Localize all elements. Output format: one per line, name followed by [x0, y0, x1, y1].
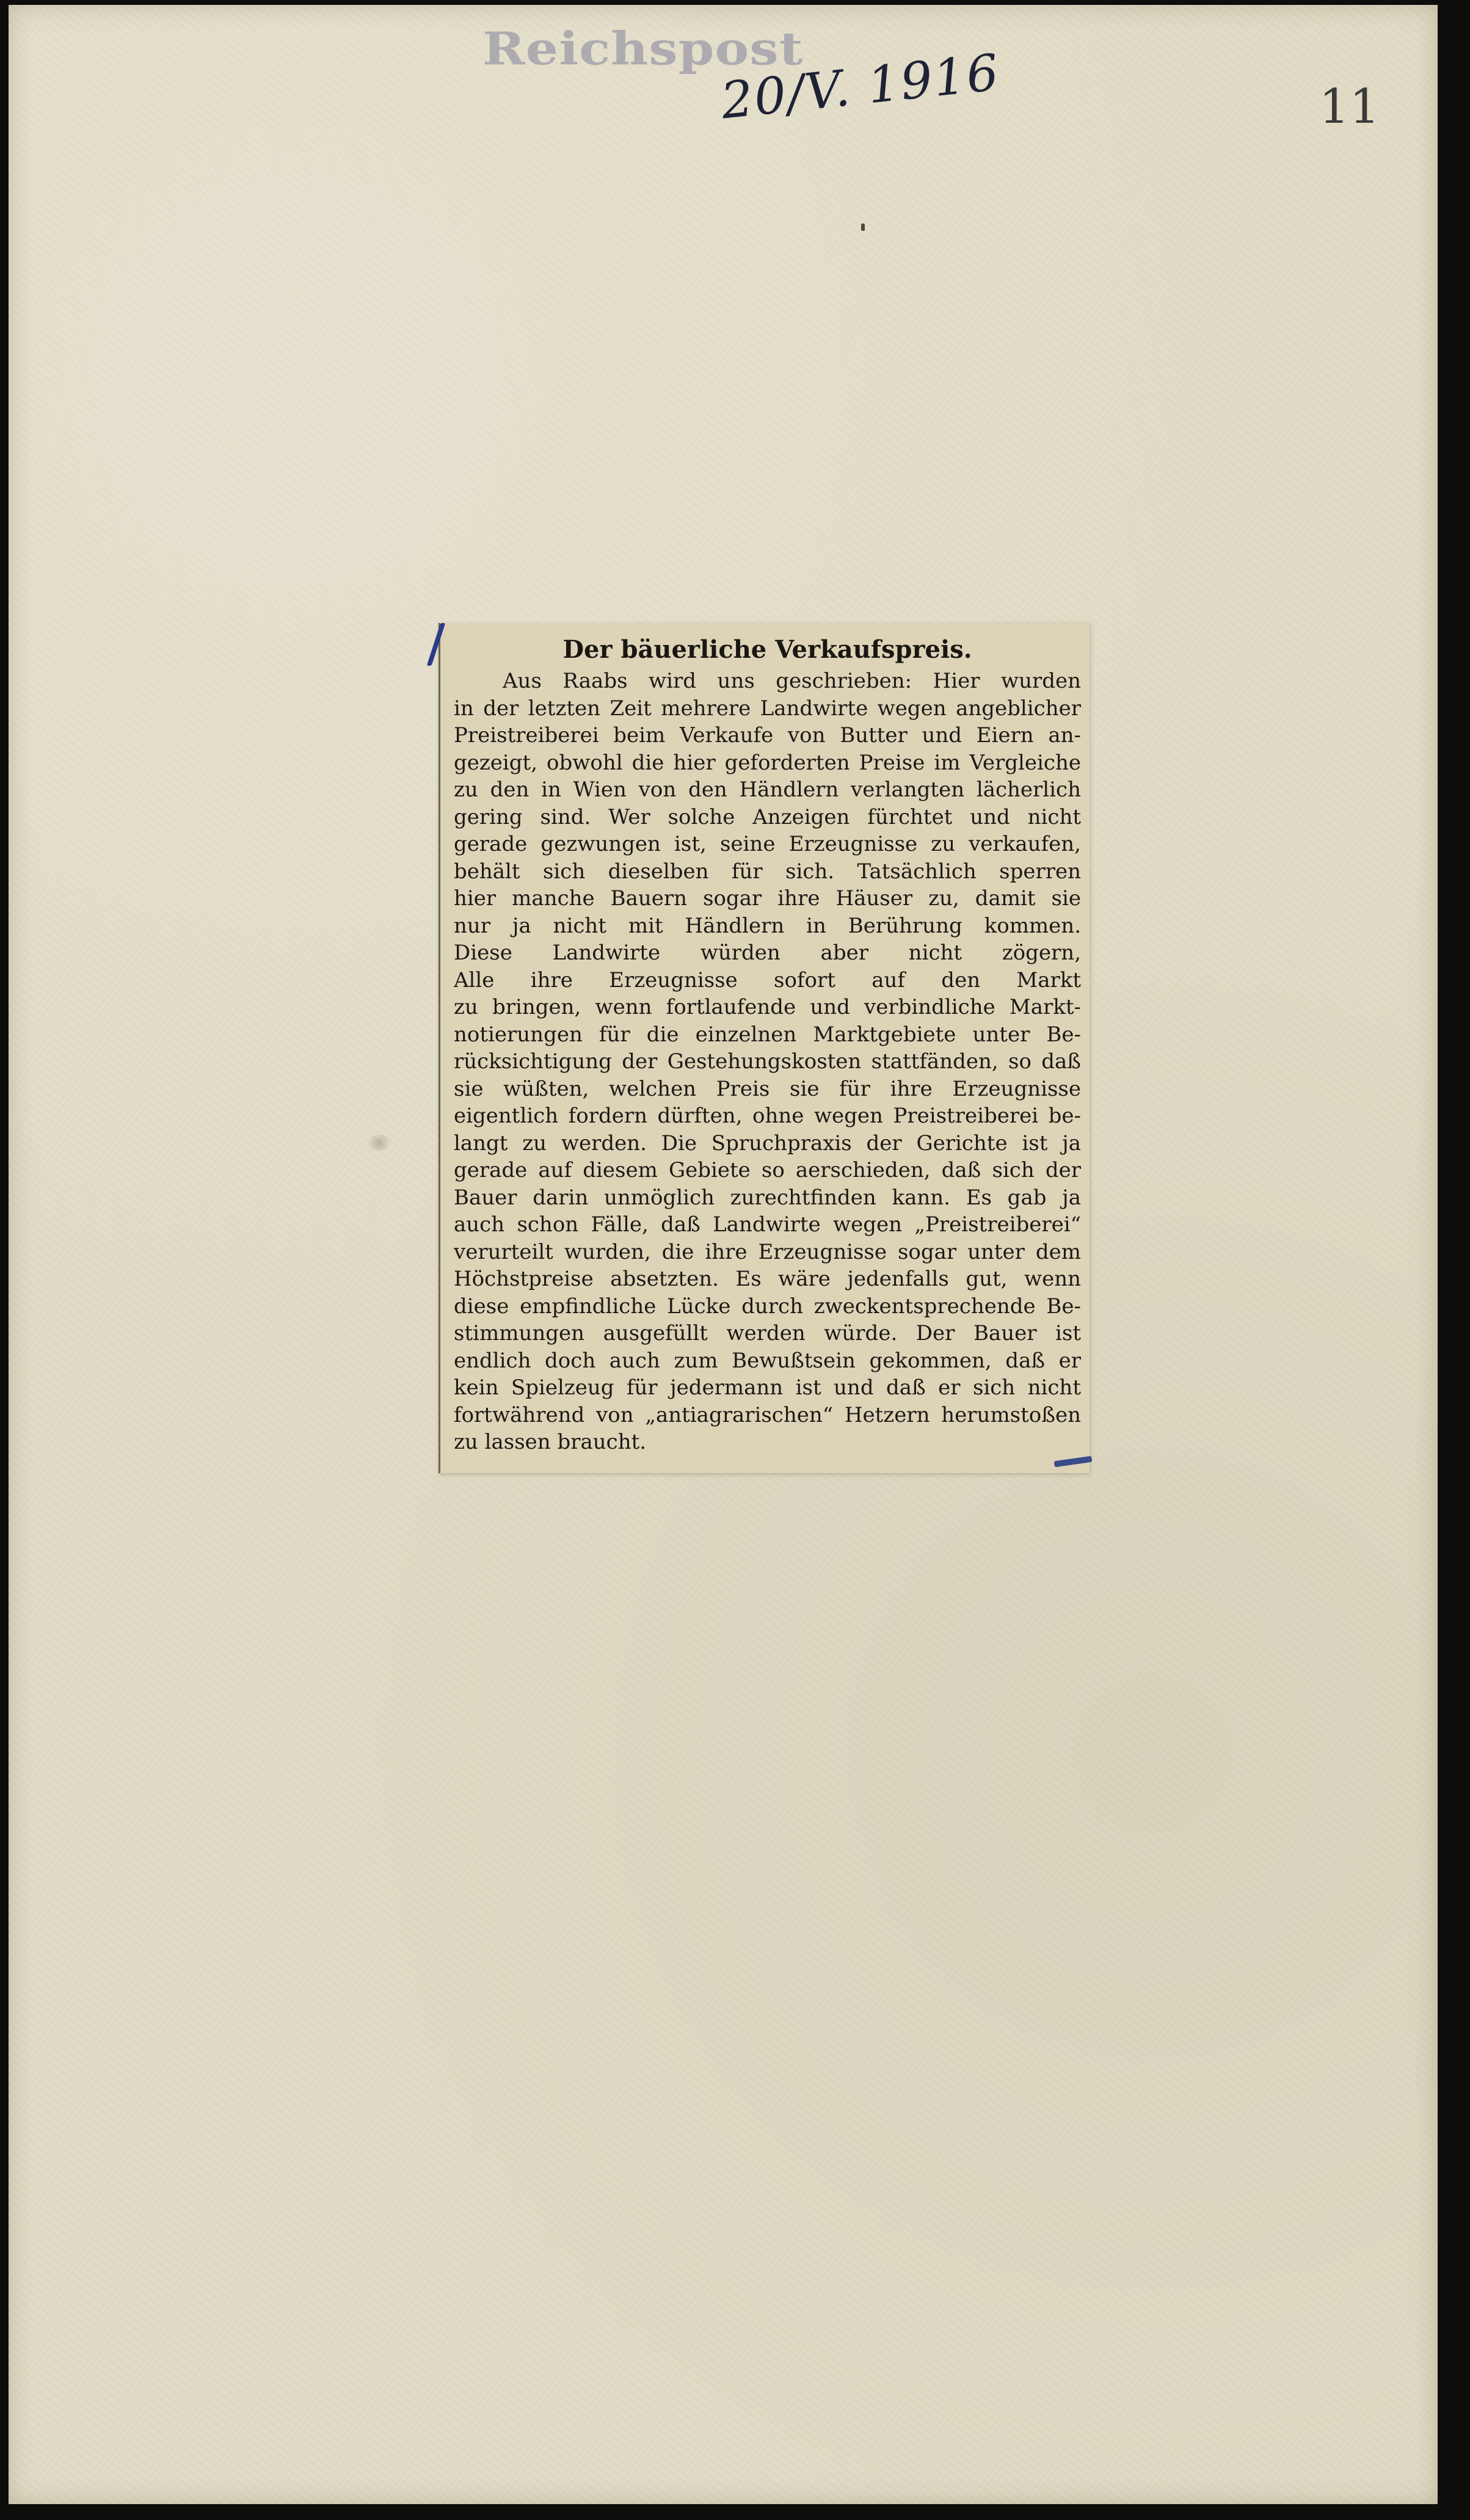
page-number: 11: [1319, 79, 1380, 134]
article-line: Aus Raabs wird uns geschrieben: Hier wurden: [503, 669, 1081, 693]
article-line: langt zu werden. Die Spruchpraxis der Gerichte ist ja: [454, 1131, 1081, 1156]
article-line: endlich doch auch zum Bewußtsein gekommen, daß er: [454, 1348, 1081, 1373]
article-line: gerade auf diesem Gebiete so aerschieden, daß sich der: [454, 1158, 1081, 1182]
article-line: gerade gezwungen ist, seine Erzeugnisse zu verkaufen,: [454, 832, 1081, 856]
article-line: zu den in Wien von den Händlern verlangten lächerlich: [454, 777, 1081, 802]
article-line: Höchstpreise absetzten. Es wäre jedenfalls gut, wenn: [454, 1267, 1081, 1291]
article-line: in der letzten Zeit mehrere Landwirte wegen angeblicher: [454, 696, 1081, 721]
article-line: verurteilt wurden, die ihre Erzeugnisse sogar unter dem: [454, 1239, 1081, 1264]
article-line: diese empfindliche Lücke durch zweckentsprechende Be-: [454, 1294, 1081, 1319]
article-line: Preistreiberei beim Verkaufe von Butter und Eiern an-: [454, 723, 1081, 748]
article-body: [454, 668, 1081, 1456]
article-line: zu lassen braucht.: [454, 1430, 647, 1454]
article-line: stimmungen ausgefüllt werden würde. Der Bauer ist: [454, 1321, 1081, 1346]
article-line: Diese Landwirte würden aber nicht zögern,: [454, 941, 1081, 965]
article-line: gering sind. Wer solche Anzeigen fürchtet und nicht: [454, 804, 1081, 829]
ink-dot: [861, 224, 865, 231]
paper-smudge: [365, 1135, 393, 1151]
handwritten-date: 20/V. 1916: [718, 43, 1003, 131]
article-line: sie wüßten, welchen Preis sie für ihre Erzeugnisse: [454, 1076, 1081, 1101]
article-line: eigentlich fordern dürften, ohne wegen Preistreiberei be-: [454, 1104, 1081, 1128]
article-line: zu bringen, wenn fortlaufende und verbindliche Markt-: [454, 995, 1081, 1019]
article-line: Alle ihre Erzeugnisse sofort auf den Markt: [454, 967, 1081, 992]
article-line: nur ja nicht mit Händlern in Berührung kommen.: [454, 913, 1081, 938]
article-line: gezeigt, obwohl die hier geforderten Preise im Vergleiche: [454, 750, 1081, 775]
article-line: notierungen für die einzelnen Marktgebiete unter Be-: [454, 1022, 1081, 1047]
article-line: rücksichtigung der Gestehungskosten stattfänden, so daß: [454, 1049, 1081, 1074]
newspaper-stamp: Reichspost: [482, 21, 804, 76]
article-line: behält sich dieselben für sich. Tatsächlich sperren: [454, 859, 1081, 884]
article-line: kein Spielzeug für jedermann ist und daß er sich nicht: [454, 1375, 1081, 1400]
article-line: auch schon Fälle, daß Landwirte wegen „Preistreiberei“: [454, 1212, 1081, 1237]
article-line: hier manche Bauern sogar ihre Häuser zu, damit sie: [454, 886, 1081, 911]
article-line: Bauer darin unmöglich zurechtfinden kann. Es gab ja: [454, 1185, 1081, 1210]
article-headline: Der bäuerliche Verkaufspreis.: [562, 635, 972, 664]
newspaper-clipping: [438, 623, 1090, 1473]
article-line: fortwährend von „antiagrarischen“ Hetzern herumstoßen: [454, 1402, 1081, 1427]
